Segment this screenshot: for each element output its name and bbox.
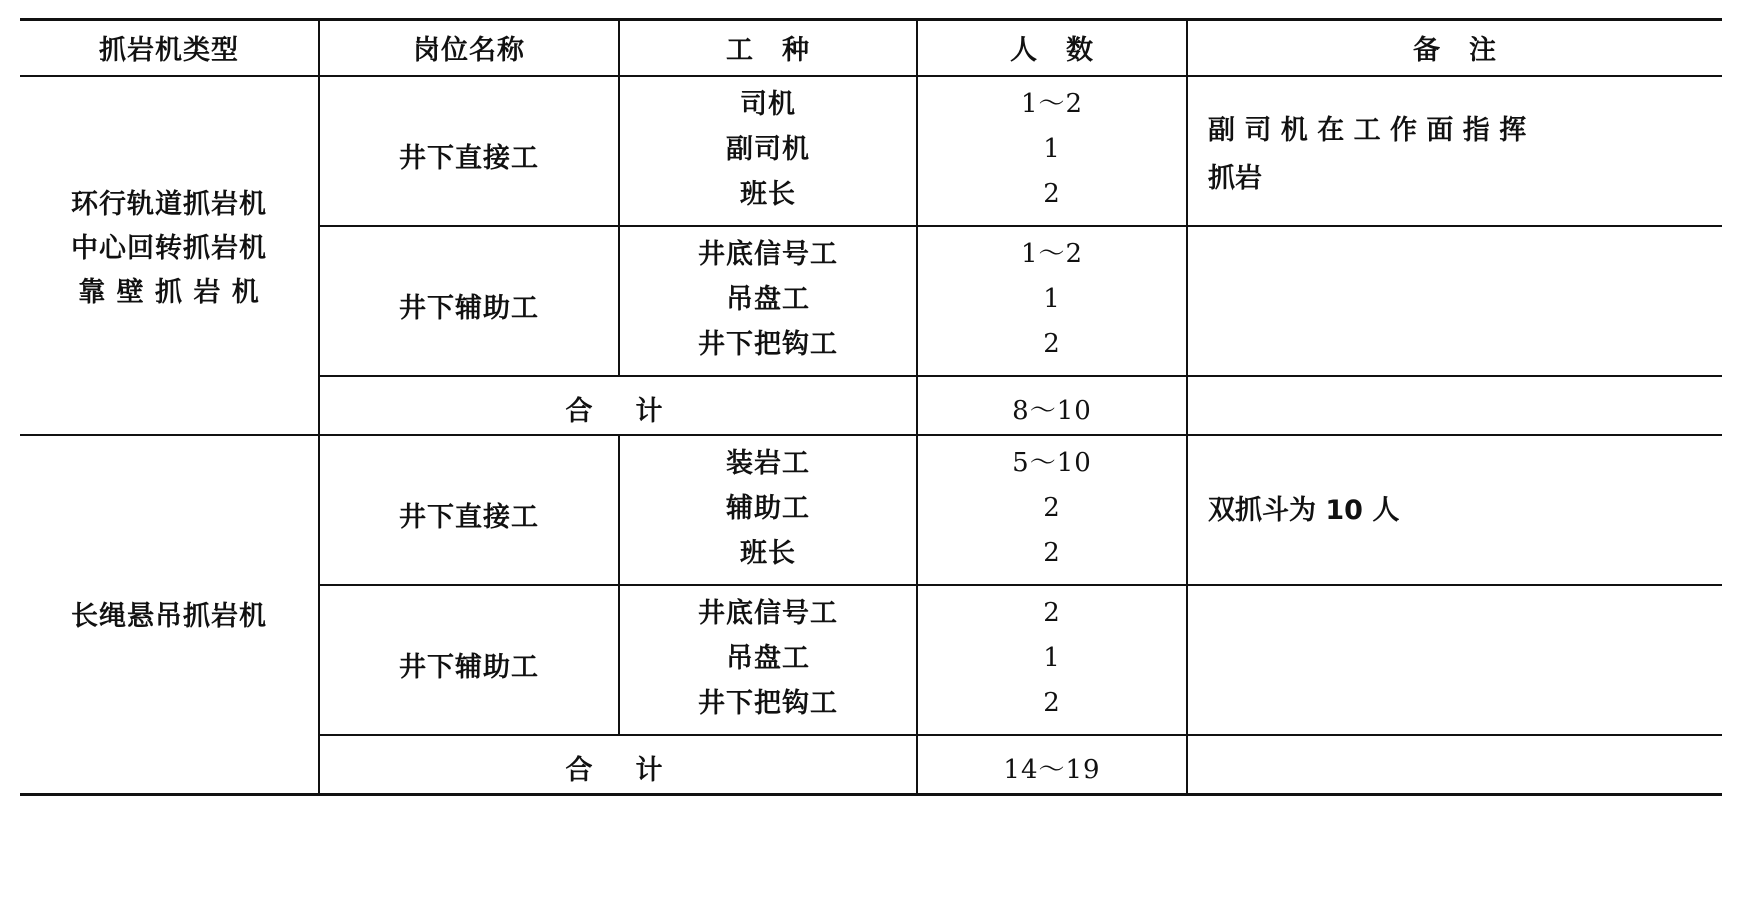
staffing-table <box>20 18 1722 890</box>
bottom-rule <box>20 793 1722 796</box>
count-value: 1 <box>1043 134 1061 164</box>
remark-line: 抓岩 <box>1208 163 1262 194</box>
header-remark: 备 注 <box>1413 35 1497 66</box>
post-name: 井下辅助工 <box>399 652 539 683</box>
header-count: 人 数 <box>1010 35 1094 66</box>
remark <box>1208 107 1526 203</box>
post-name: 井下辅助工 <box>399 293 539 324</box>
total-label: 合 计 <box>565 396 671 427</box>
post-name: 井下直接工 <box>399 502 539 533</box>
count-value: 2 <box>1043 179 1061 209</box>
top-rule <box>20 18 1722 21</box>
job-list <box>620 82 916 217</box>
remark-line: 副 司 机 在 工 作 面 指 挥 <box>1208 115 1527 146</box>
count-value: 2 <box>1043 329 1061 359</box>
section-rule <box>318 734 1722 736</box>
section-rule <box>318 584 1722 586</box>
col-divider <box>1186 18 1188 796</box>
header-post: 岗位名称 <box>413 35 525 66</box>
machine-type: 环行轨道抓岩机 <box>71 189 267 220</box>
total-label: 合 计 <box>565 755 671 786</box>
machine-type: 靠 壁 抓 岩 机 <box>78 277 260 308</box>
job-name: 井底信号工 <box>698 239 838 270</box>
count-value: 1 <box>1043 643 1061 673</box>
machine-type: 中心回转抓岩机 <box>71 233 267 264</box>
job-name: 吊盘工 <box>726 643 810 674</box>
post-name: 井下直接工 <box>399 143 539 174</box>
count-value: 5～10 <box>1012 448 1092 478</box>
count-list <box>918 591 1186 726</box>
count-value: 2 <box>1043 598 1061 628</box>
job-list <box>620 441 916 576</box>
section-rule <box>318 225 1722 227</box>
count-value: 2 <box>1043 538 1061 568</box>
count-list <box>918 232 1186 367</box>
count-value: 1 <box>1043 284 1061 314</box>
job-name: 吊盘工 <box>726 284 810 315</box>
job-name: 班长 <box>740 538 796 569</box>
group-divider <box>20 434 1722 436</box>
machine-type: 长绳悬吊抓岩机 <box>71 601 267 632</box>
job-name: 井底信号工 <box>698 598 838 629</box>
total-count: 8～10 <box>1012 396 1092 426</box>
job-name: 班长 <box>740 179 796 210</box>
count-list <box>918 441 1186 576</box>
job-name: 井下把钩工 <box>698 688 838 719</box>
count-value: 2 <box>1043 493 1061 523</box>
header-job: 工 种 <box>726 35 810 66</box>
remark <box>1208 487 1399 535</box>
job-name: 井下把钩工 <box>698 329 838 360</box>
total-count: 14～19 <box>1003 755 1101 785</box>
count-value: 2 <box>1043 688 1061 718</box>
remark-line: 双抓斗为 10 人 <box>1208 495 1400 526</box>
count-value: 1～2 <box>1020 89 1084 119</box>
job-list <box>620 232 916 367</box>
header-rule <box>20 75 1722 77</box>
job-name: 装岩工 <box>726 448 810 479</box>
count-value: 1～2 <box>1020 239 1084 269</box>
machine-types <box>20 183 318 315</box>
job-name: 辅助工 <box>726 493 810 524</box>
count-list <box>918 82 1186 217</box>
job-name: 司机 <box>740 89 796 120</box>
job-list <box>620 591 916 726</box>
section-rule <box>318 375 1722 377</box>
header-type: 抓岩机类型 <box>99 35 239 66</box>
job-name: 副司机 <box>726 134 810 165</box>
